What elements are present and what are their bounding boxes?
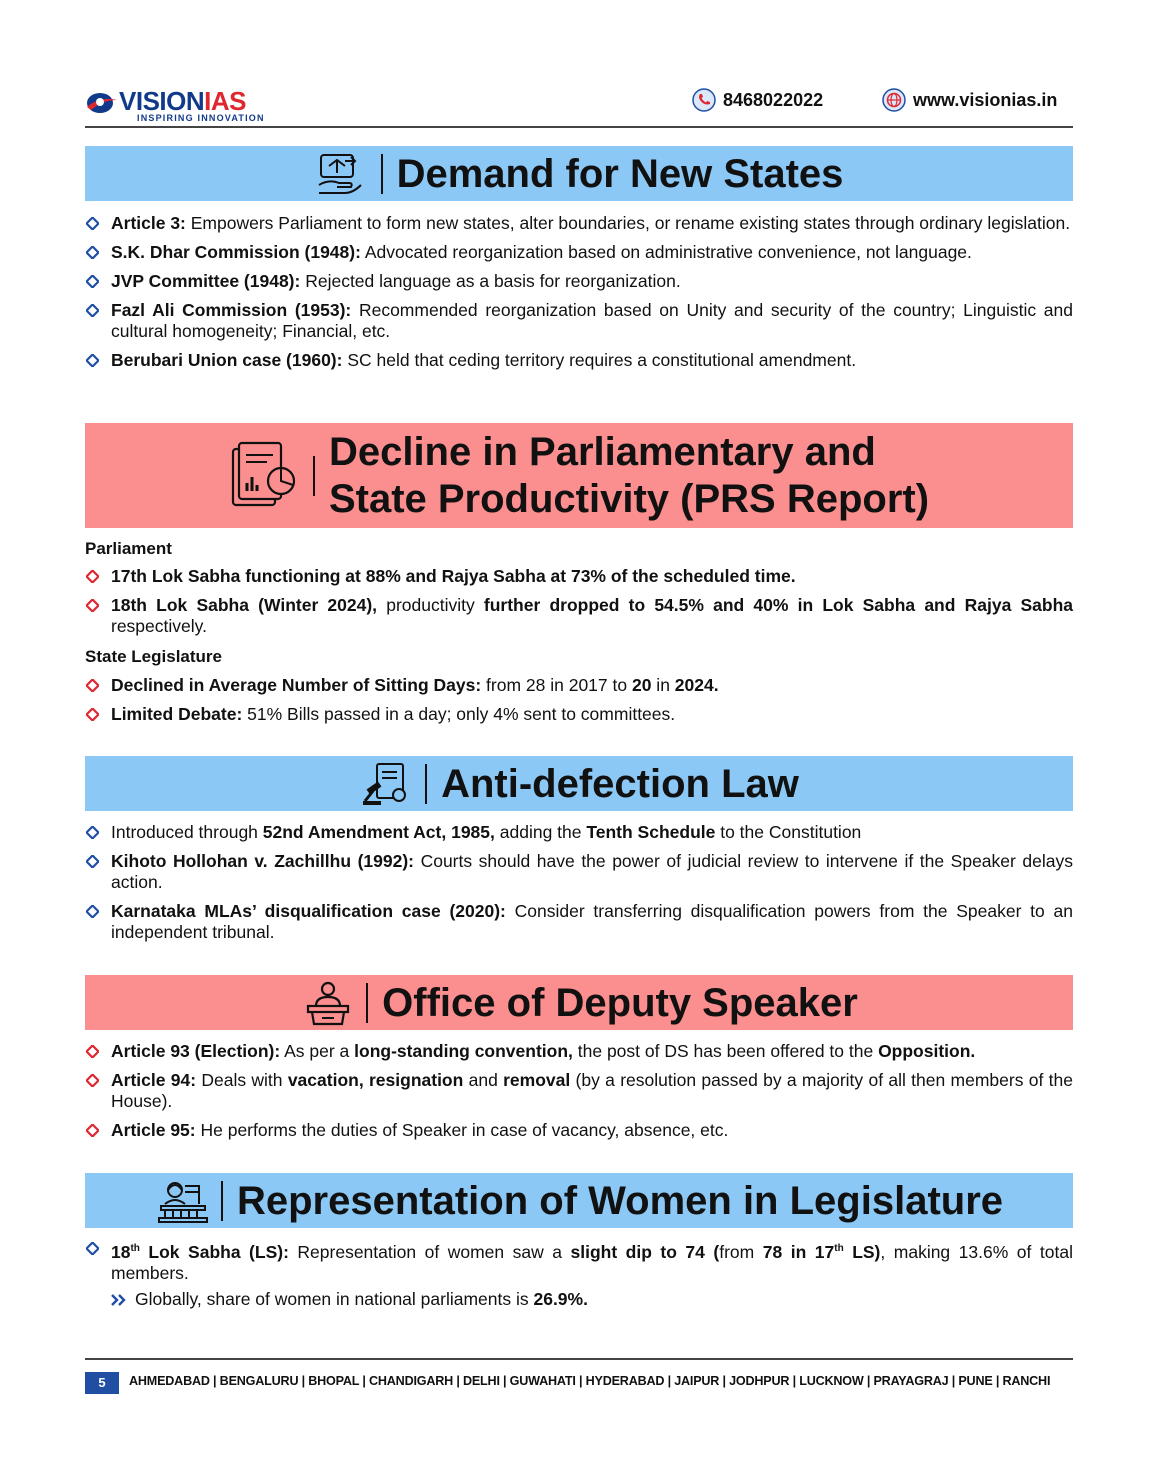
logo-tagline: INSPIRING INNOVATION xyxy=(137,113,265,123)
list-item: Article 95: He performs the duties of Speaker in case of vacancy, absence, etc. xyxy=(85,1120,1073,1141)
diamond-bullet-icon xyxy=(86,599,99,612)
state-legislature-subheading: State Legislature xyxy=(85,647,222,666)
list-item: Article 3: Empowers Parliament to form new states, alter boundaries, or rename existing states through ordinary legislation. xyxy=(85,213,1073,234)
parliament-list xyxy=(85,566,1073,645)
list-item: 18th Lok Sabha (LS): Representation of women saw a slight dip to 74 (from 78 in 17th LS), making 13.6% of total members. xyxy=(85,1238,1073,1284)
page-footer xyxy=(85,1358,1073,1390)
title-divider xyxy=(221,1181,223,1221)
diamond-bullet-icon xyxy=(86,1242,99,1255)
website-url: www.visionias.in xyxy=(913,89,1058,110)
parliament-subheading: Parliament xyxy=(85,539,172,558)
list-item: 18th Lok Sabha (Winter 2024), productivity further dropped to 54.5% and 40% in Lok Sabha and Rajya Sabha respectively. xyxy=(85,595,1073,637)
visionias-logo xyxy=(85,86,270,126)
diamond-bullet-icon xyxy=(86,354,99,367)
deputy-speaker-list xyxy=(85,1041,1073,1149)
logo-text: VISIONIAS xyxy=(119,86,246,116)
diamond-bullet-icon xyxy=(86,1074,99,1087)
list-item: Limited Debate: 51% Bills passed in a day; only 4% sent to committees. xyxy=(85,704,1073,725)
phone-icon xyxy=(692,88,716,112)
title-divider xyxy=(425,764,427,804)
list-item: Declined in Average Number of Sitting Days: from 28 in 2017 to 20 in 2024. xyxy=(85,675,1073,696)
section-heading: Anti-defection Law xyxy=(441,761,799,806)
page-header xyxy=(85,78,1073,128)
section-title-deputy-speaker xyxy=(85,975,1073,1030)
gavel-document-icon xyxy=(359,761,415,807)
section-title-new-states xyxy=(85,146,1073,201)
city-list: AHMEDABAD | BENGALURU | BHOPAL | CHANDIGARH | DELHI | GUWAHATI | HYDERABAD | JAIPUR | JODHPUR | LUCKNOW | PRAYAGRAJ | PUNE | RANCHI xyxy=(129,1374,1051,1388)
diamond-bullet-icon xyxy=(86,246,99,259)
list-item: Article 94: Deals with vacation, resignation and removal (by a resolution passed by a majority of all then members of the House). xyxy=(85,1070,1073,1112)
page-number: 5 xyxy=(85,1372,119,1394)
title-divider xyxy=(366,983,368,1023)
section-title-anti-defection xyxy=(85,756,1073,811)
diamond-bullet-icon xyxy=(86,570,99,583)
title-divider xyxy=(313,456,315,496)
speaker-podium-icon xyxy=(300,980,356,1026)
section-heading: Demand for New States xyxy=(396,151,844,196)
list-item: Berubari Union case (1960): SC held that ceding territory requires a constitutional amendment. xyxy=(85,350,1073,371)
parliament-building-icon xyxy=(155,1178,211,1224)
diamond-bullet-icon xyxy=(86,708,99,721)
diamond-bullet-icon xyxy=(86,1045,99,1058)
logo-swoosh-icon xyxy=(85,88,119,118)
diamond-bullet-icon xyxy=(86,855,99,868)
section-title-productivity xyxy=(85,423,1073,528)
phone-number: 8468022022 xyxy=(723,89,824,110)
list-item: JVP Committee (1948): Rejected language as a basis for reorganization. xyxy=(85,271,1073,292)
anti-defection-list xyxy=(85,822,1073,951)
sub-list-item: Globally, share of women in national parliaments is 26.9%. xyxy=(110,1289,588,1310)
phone-contact xyxy=(692,88,823,112)
diamond-bullet-icon xyxy=(86,905,99,918)
list-item: 17th Lok Sabha functioning at 88% and Rajya Sabha at 73% of the scheduled time. xyxy=(85,566,1073,587)
globe-icon xyxy=(882,88,906,112)
list-item: Introduced through 52nd Amendment Act, 1985, adding the Tenth Schedule to the Constitution xyxy=(85,822,1073,843)
women-representation-list xyxy=(85,1238,1073,1292)
diamond-bullet-icon xyxy=(86,679,99,692)
list-item: Karnataka MLAs’ disqualification case (2020): Consider transferring disqualification powers from the Speaker to an independent tribunal. xyxy=(85,901,1073,943)
section-heading: Representation of Women in Legislature xyxy=(236,1178,1004,1223)
list-item: Fazl Ali Commission (1953): Recommended reorganization based on Unity and security of the country; Linguistic and cultural homogeneity; Financial, etc. xyxy=(85,300,1073,342)
diamond-bullet-icon xyxy=(86,826,99,839)
state-legislature-list xyxy=(85,675,1073,733)
list-item: Article 93 (Election): As per a long-standing convention, the post of DS has been offered to the Opposition. xyxy=(85,1041,1073,1062)
hand-map-icon xyxy=(315,151,371,197)
section-heading: Office of Deputy Speaker xyxy=(382,980,858,1025)
new-states-list xyxy=(85,213,1073,379)
diamond-bullet-icon xyxy=(86,1124,99,1137)
section-heading: Decline in Parliamentary and State Productivity (PRS Report) xyxy=(328,429,930,521)
list-item: Kihoto Hollohan v. Zachillhu (1992): Courts should have the power of judicial review to intervene if the Speaker delays action. xyxy=(85,851,1073,893)
website-contact xyxy=(882,88,1057,112)
list-item: S.K. Dhar Commission (1948): Advocated reorganization based on administrative convenience, not language. xyxy=(85,242,1073,263)
report-chart-icon xyxy=(229,441,299,511)
diamond-bullet-icon xyxy=(86,275,99,288)
section-title-women-representation xyxy=(85,1173,1073,1228)
double-chevron-icon xyxy=(110,1293,127,1307)
diamond-bullet-icon xyxy=(86,304,99,317)
diamond-bullet-icon xyxy=(86,217,99,230)
title-divider xyxy=(381,154,383,194)
